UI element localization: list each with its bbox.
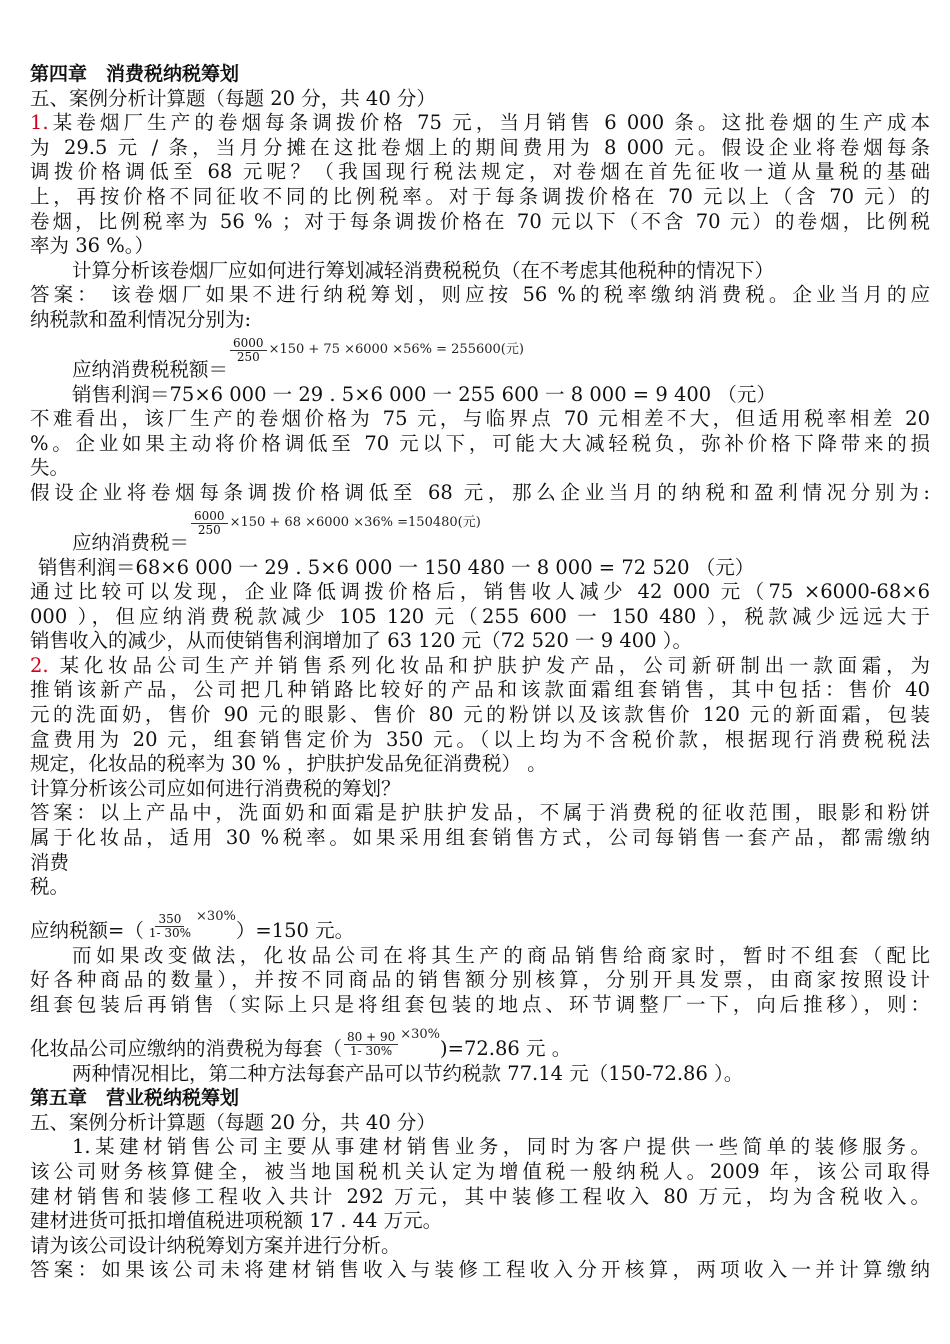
ch4-q1-line-1: 1.某卷烟厂生产的卷烟每条调拨价格 75 元，当月销售 6 000 条。这批卷烟的生产成本 <box>30 111 930 135</box>
chapter-4-title: 第四章 消费税纳税筹划 <box>30 63 240 85</box>
ch4-q2-answer-1: 答案：以上产品中，洗面奶和面霜是护肤护发品，不属于消费税的征收范围，眼影和粉饼 <box>30 801 930 825</box>
ch5-q1-task: 请为该公司设计纳税筹划方案并进行分析。 <box>30 1233 401 1257</box>
formula-separate-tax: 化妆品公司应缴纳的消费税为每套（ $\frac{80 + 90}{1- 30\%}$ ×30% )=72.86 元 。 <box>30 1027 572 1060</box>
ch4-section-heading: 五、案例分析计算题（每题 20 分，共 40 分） <box>30 86 436 110</box>
ch4-q1-line-3: 调拨价格调低至 68 元呢？（我国现行税法规定，对卷烟在首先征收一道从量税的基础 <box>30 160 930 184</box>
ch4-q1-p2-line-2: %。企业如果主动将价格调低至 70 元以下，可能大大减轻税负，弥补价格下降带来的损 <box>30 431 930 455</box>
ch4-q1-p3: 假设企业将卷烟每条调拨价格调低至 68 元，那么企业当月的纳税和盈利情况分别为: <box>30 480 930 504</box>
ch4-q2-line-5: 规定，化妆品的税率为 30 % ，护肤护发品免征消费税） 。 <box>30 752 547 776</box>
fraction: $\frac{80 + 90}{1- 30\%}$ <box>344 1031 398 1058</box>
ch5-q1-line-3: 建材销售和装修工程收入共计 292 万元，其中装修工程收入 80 万元，均为含税收入。 <box>30 1184 930 1208</box>
ch4-q1-answer-2: 纳税款和盈利情况分别为: <box>30 307 252 331</box>
ch4-q2-p2-line-3: 组套包装后再销售（实际上只是将组套包装的地点、环节调整厂一下，向后推移），则： <box>30 993 930 1016</box>
ch4-q1-line-4: 上，再按价格不同征收不同的比例税率。对于每条调拨价格在 70 元以上（含 70 元）的 <box>30 184 930 208</box>
ch4-q2-line-3: 元的洗面奶，售价 90 元的眼影、售价 80 元的粉饼以及该款售价 120 元的新面霜，包装 <box>30 703 930 727</box>
ch4-q2-answer-2: 属于化妆品，适用 30 %税率。如果采用组套销售方式，公司每销售一套产品，都需缴纳 <box>30 826 930 850</box>
ch4-q1-task: 计算分析该卷烟厂应如何进行筹划减轻消费税税负（在不考虑其他税种的情况下） <box>72 258 775 282</box>
ch4-q2-line-4: 盒费用为 20 元，组套销售定价为 350 元。（以上均为不含税价款，根据现行消费税税法 <box>30 727 930 751</box>
ch4-q1-p2-line-1: 不难看出，该厂生产的卷烟价格为 75 元，与临界点 70 元相差不大，但适用税率相差 20 <box>30 407 930 431</box>
profit-after: 销售利润＝68×6 000 一 29 . 5×6 000 一 150 480 一 8 000 = 72 520 （元） <box>38 555 755 579</box>
ch4-q1-line-6: 率为 36 %。） <box>30 234 154 258</box>
ch4-q1-answer-1: 答案： 该卷烟厂如果不进行纳税筹划，则应按 56 %的税率缴纳消费税。企业当月的应 <box>30 283 930 307</box>
ch4-q1-p4-line-1: 通过比较可以发现，企业降低调拨价格后，销售收人减少 42 000 元（75 ×6000-68×6 <box>30 580 930 604</box>
ch4-q1-line-2: 为 29.5 元 / 条，当月分摊在这批卷烟上的期间费用为 8 000 元。假设企业将卷烟每条 <box>30 135 930 159</box>
formula-set-tax: 应纳税额=（ $\frac{350}{1- 30\%}$ ×30% ）=150 元。 <box>30 909 355 943</box>
question-number: 2. <box>30 653 49 677</box>
ch4-q1-line-5: 卷烟，比例税率为 56 % ；对于每条调拨价格在 70 元以下（不含 70 元）的卷烟，比例税 <box>30 209 930 233</box>
question-number: 1. <box>30 111 49 135</box>
ch4-q2-p2-line-1: 而如果改变做法，化妆品公司在将其生产的商品销售给商家时，暂时不组套（配比 <box>72 943 930 967</box>
ch4-q1-p2-line-3: 失。 <box>30 456 70 480</box>
profit-before: 销售利润＝75×6 000 一 29 . 5×6 000 一 255 600 一 8 000 = 9 400 （元） <box>72 382 776 406</box>
fraction: $\frac{350}{1- 30\%}$ <box>148 911 192 940</box>
ch4-q2-conclusion: 两种情况相比，第二种方法每套产品可以节约税款 77.14 元（150-72.86 ）。 <box>72 1061 744 1085</box>
ch5-q1-line-2: 该公司财务核算健全，被当地国税机关认定为增值税一般纳税人。2009 年，该公司取得 <box>30 1159 930 1183</box>
fraction: $\frac{6000}{250}$ <box>230 337 267 364</box>
chapter-5-title: 第五章 营业税纳税筹划 <box>30 1087 240 1110</box>
ch4-q2-answer-4: 税。 <box>30 875 70 899</box>
formula-tax-before: 应纳消费税税额＝ $\frac{6000}{250}$ ×150 + 75 ×6000 ×56% = 255600(元) <box>72 336 524 381</box>
ch4-q2-p2-line-2: 好各种商品的数量），并按不同商品的销售额分别核算，分别开具发票，由商家按照设计 <box>30 968 930 992</box>
ch4-q1-p4-line-3: 销售收入的减少，从而使销售利润增加了 63 120 元（72 520 一 9 400 ）。 <box>30 629 693 653</box>
ch4-q2-answer-3: 消费 <box>30 850 70 874</box>
ch4-q2-task: 计算分析该公司应如何进行消费税的筹划？ <box>30 776 401 800</box>
ch4-q2-line-2: 推销该新产品，公司把几种销路比较好的产品和该款面霜组套销售，其中包括：售价 40 <box>30 678 930 702</box>
document-page <box>30 62 930 1283</box>
ch5-q1-line-4: 建材进货可抵扣增值税进项税额 17 . 44 万元。 <box>30 1209 443 1233</box>
ch4-q2-line-1: 2. 某化妆品公司生产并销售系列化妆品和护肤护发产品，公司新研制出一款面霜，为 <box>30 653 930 677</box>
ch5-q1-answer: 答案：如果该公司未将建材销售收入与装修工程收入分开核算，两项收入一并计算缴纳 <box>30 1258 930 1282</box>
ch4-q1-p4-line-2: 000 ），但应纳消费税款减少 105 120 元（255 600 一 150 480 ），税款减少远远大于 <box>30 604 930 628</box>
formula-tax-after: 应纳消费税＝ $\frac{6000}{250}$ ×150 + 68 ×6000 ×36% =150480(元) <box>72 509 481 554</box>
ch5-section-heading: 五、案例分析计算题（每题 20 分，共 40 分） <box>30 1110 436 1134</box>
ch5-q1-line-1: 1.某建材销售公司主要从事建材销售业务，同时为客户提供一些简单的装修服务。 <box>72 1135 930 1159</box>
fraction: $\frac{6000}{250}$ <box>191 510 228 537</box>
